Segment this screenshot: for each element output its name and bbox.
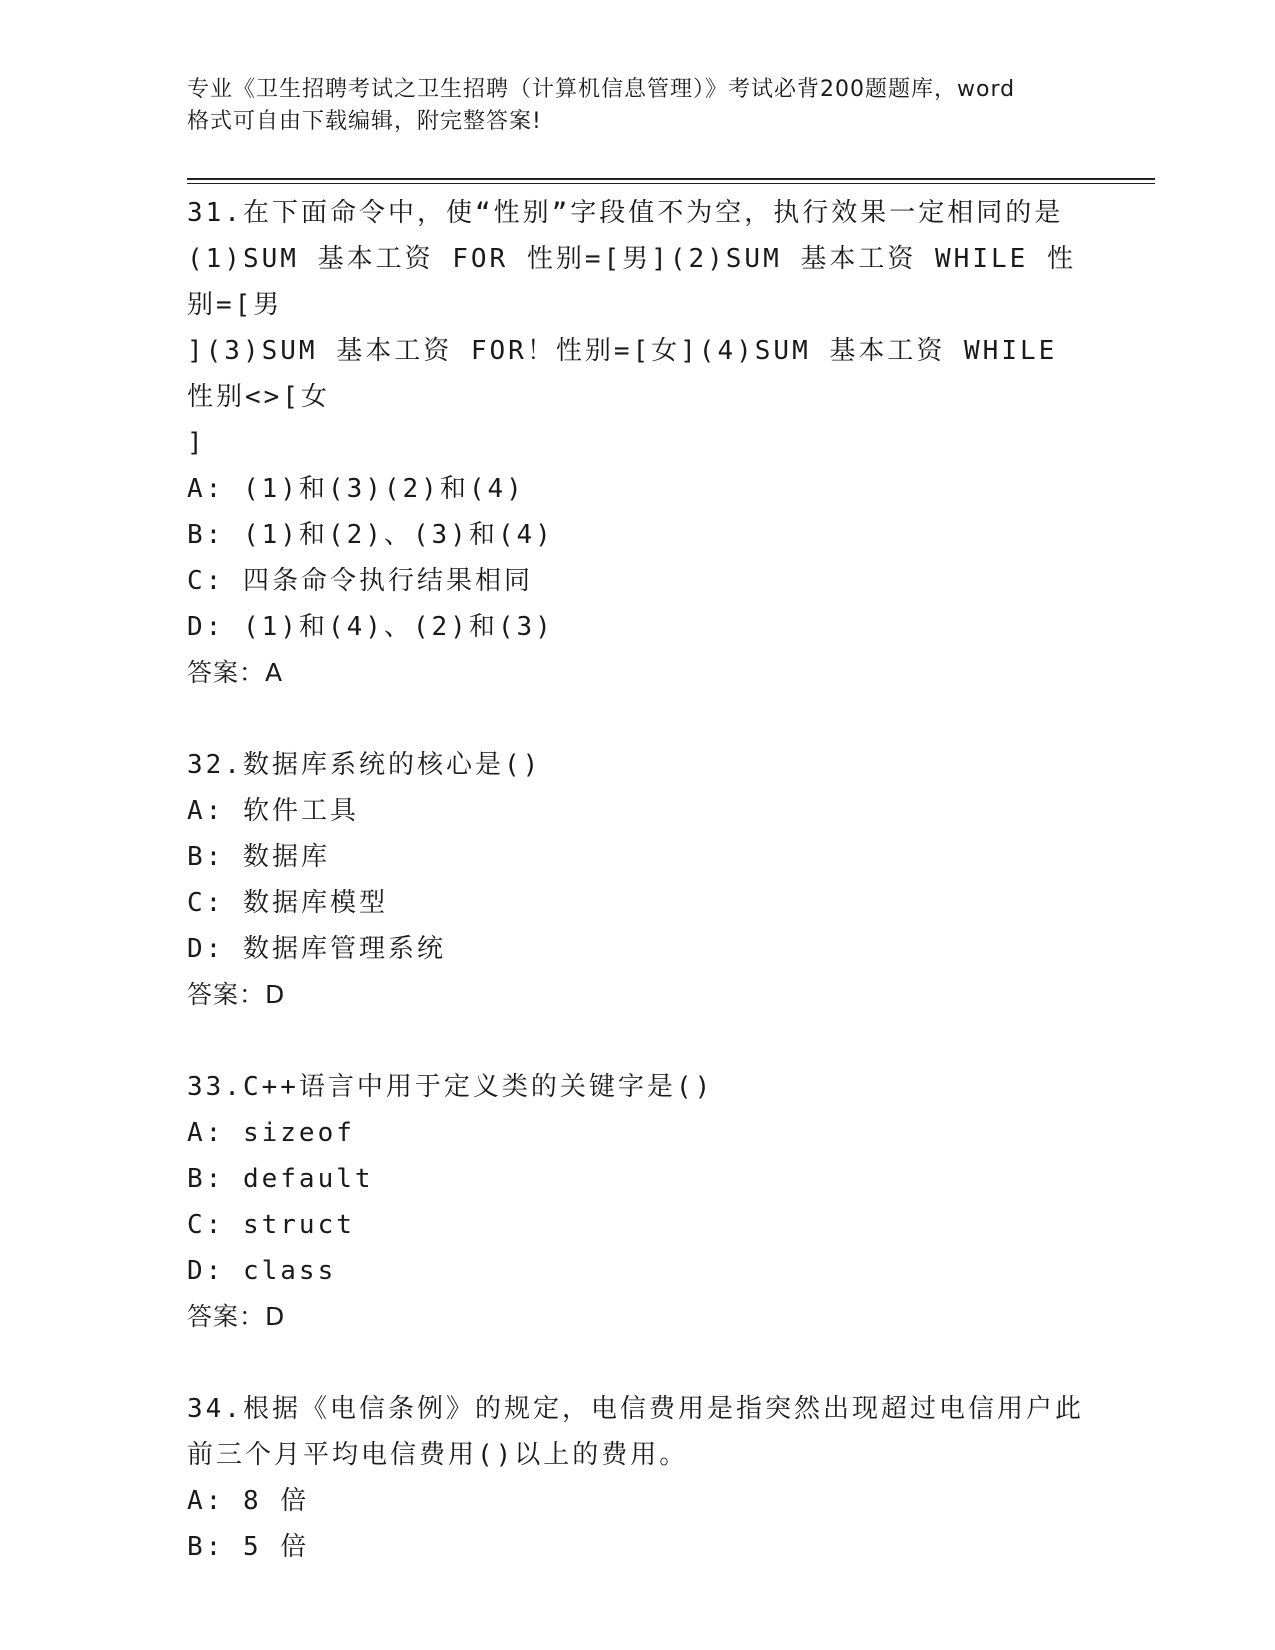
- option-a: A: (1)和(3)(2)和(4): [187, 474, 525, 504]
- document-header: [187, 74, 1087, 138]
- option-d: D: class: [187, 1256, 337, 1286]
- question-stem-line: 31.在下面命令中，使“性别”字段值不为空，执行效果一定相同的是: [187, 198, 1064, 228]
- question-stem-line: 前三个月平均电信费用()以上的费用。: [187, 1440, 689, 1470]
- option-a: A: 软件工具: [187, 796, 359, 826]
- header-divider-thick: [187, 178, 1155, 180]
- option-d: D: 数据库管理系统: [187, 934, 446, 964]
- header-divider-thin: [187, 183, 1155, 184]
- option-c: C: 四条命令执行结果相同: [187, 566, 533, 596]
- option-b: B: default: [187, 1164, 374, 1194]
- question-stem-line: 32.数据库系统的核心是(): [187, 750, 542, 780]
- option-b: B: 数据库: [187, 842, 330, 872]
- option-c: C: struct: [187, 1210, 355, 1240]
- answer-line: 答案：D: [187, 1302, 286, 1331]
- question-stem-line: ](3)SUM 基本工资 FOR！性别=[女](4)SUM 基本工资 WHILE 性别<>[女: [187, 336, 1076, 412]
- option-b: B: 5 倍: [187, 1532, 310, 1562]
- option-a: A: 8 倍: [187, 1486, 310, 1516]
- question-34: [187, 1386, 1087, 1570]
- option-a: A: sizeof: [187, 1118, 355, 1148]
- option-d: D: (1)和(4)、(2)和(3): [187, 612, 554, 642]
- option-b: B: (1)和(2)、(3)和(4): [187, 520, 554, 550]
- question-31: [187, 190, 1087, 696]
- option-c: C: 数据库模型: [187, 888, 388, 918]
- question-stem-line: 33.C++语言中用于定义类的关键字是(): [187, 1072, 714, 1102]
- question-list: [187, 190, 1087, 1616]
- question-32: [187, 742, 1087, 1018]
- header-line-1: 专业《卫生招聘考试之卫生招聘（计算机信息管理）》考试必背200题题库，word: [187, 77, 1016, 102]
- question-stem-line: (1)SUM 基本工资 FOR 性别=[男](2)SUM 基本工资 WHILE 性别=[男: [187, 244, 1076, 320]
- question-stem-line: 34.根据《电信条例》的规定，电信费用是指突然出现超过电信用户此: [187, 1394, 1084, 1424]
- answer-line: 答案：A: [187, 658, 284, 687]
- header-line-2: 格式可自由下载编辑，附完整答案!: [187, 109, 542, 134]
- question-stem-line: ]: [187, 428, 206, 458]
- answer-line: 答案：D: [187, 980, 286, 1009]
- question-33: [187, 1064, 1087, 1340]
